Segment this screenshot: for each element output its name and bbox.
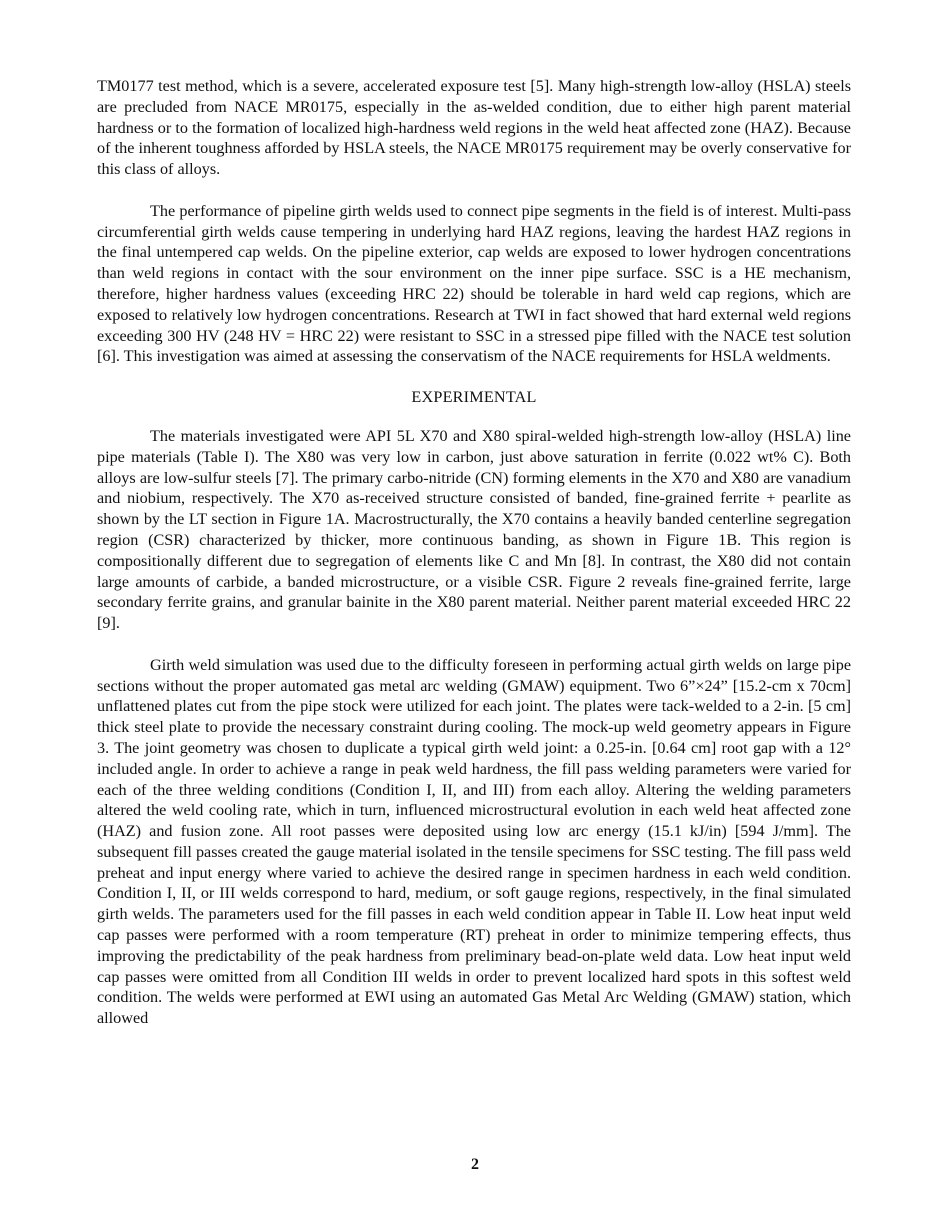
paragraph-simulation: Girth weld simulation was used due to the difficulty foreseen in performing actual girth welds on large pipe sections without the proper automated gas metal arc welding (GMAW) equipment. Two 6”×24” [15.2-cm x 70cm] unflattened plates cut from the pipe stock were utilized for each joint. The plates were tack-welded to a 2-in. [5 cm] thick steel plate to provide the necessary constraint during cooling. The mock-up weld geometry appears in Figure 3. The joint geometry was chosen to duplicate a typical girth weld joint: a 0.25-in. [0.64 cm] root gap with a 12° included angle. In order to achieve a range in peak weld hardness, the fill pass welding parameters were varied for each of the three welding conditions (Condition I, II, and III) from each alloy. Altering the welding parameters altered the weld cooling rate, which in turn, influenced microstructural evolution in each weld heat affected zone (HAZ) and fusion zone. All root passes were deposited using low arc energy (15.1 kJ/in) [594 J/mm]. The subsequent fill passes created the gauge material isolated in the tensile specimens for SSC testing. The fill pass weld preheat and input energy where varied to achieve the desired range in specimen hardness in each weld condition. Condition I, II, or III welds correspond to hard, medium, or soft gauge regions, respectively, in the final simulated girth welds. The parameters used for the fill passes in each weld condition appear in Table II. Low heat input weld cap passes were performed with a room temperature (RT) preheat in order to minimize tempering effects, thus improving the predictability of the peak hardness from preliminary bead-on-plate weld data. Low heat input weld cap passes were omitted from all Condition III welds in order to prevent localized hard spots in this softest weld condition. The welds were performed at EWI using an automated Gas Metal Arc Welding (GMAW) station, which allowed — [97, 655, 851, 1028]
paragraph-intro-continuation: TM0177 test method, which is a severe, accelerated exposure test [5]. Many high-strength low-alloy (HSLA) steels are precluded from NACE MR0175, especially in the as-welded condition, due to either high parent material hardness or to the formation of localized high-hardness weld regions in the weld heat affected zone (HAZ). Because of the inherent toughness afforded by HSLA steels, the NACE MR0175 requirement may be overly conservative for this class of alloys. — [97, 77, 851, 179]
paragraph-girth-weld-performance: The performance of pipeline girth welds used to connect pipe segments in the field is of interest. Multi-pass circumferential girth welds cause tempering in underlying hard HAZ regions, leaving the hardest HAZ regions in the final untempered cap welds. On the pipeline exterior, cap welds are exposed to lower hydrogen concentrations than weld regions in contact with the sour environment on the inner pipe surface. SSC is a HE mechanism, therefore, higher hardness values (exceeding HRC 22) should be tolerable in hard weld cap regions, which are exposed to relatively low hydrogen concentrations. Research at TWI in fact showed that hard external weld regions exceeding 300 HV (248 HV = HRC 22) were resistant to SSC in a stressed pipe filled with the NACE test solution [6]. This investigation was aimed at assessing the conservatism of the NACE requirements for HSLA weldments. — [97, 201, 851, 366]
body-text — [97, 76, 851, 1029]
section-heading-experimental: EXPERIMENTAL — [411, 388, 537, 407]
page-number: 2 — [471, 1156, 479, 1173]
paragraph-materials: The materials investigated were API 5L X70 and X80 spiral-welded high-strength low-alloy (HSLA) line pipe materials (Table I). The X80 was very low in carbon, just above saturation in ferrite (0.022 wt% C). Both alloys are low-sulfur steels [7]. The primary carbo-nitride (CN) forming elements in the X70 and X80 are vanadium and niobium, respectively. The X70 as-received structure consisted of banded, fine-grained ferrite + pearlite as shown by the LT section in Figure 1A. Macrostructurally, the X70 contains a heavily banded centerline segregation region (CSR) characterized by thicker, more continuous banding, as shown in Figure 1B. This region is compositionally different due to segregation of elements like C and Mn [8]. In contrast, the X80 did not contain large amounts of carbide, a banded microstructure, or a visible CSR. Figure 2 reveals fine-grained ferrite, large secondary ferrite grains, and granular bainite in the X80 parent material. Neither parent material exceeded HRC 22 [9]. — [97, 426, 851, 633]
